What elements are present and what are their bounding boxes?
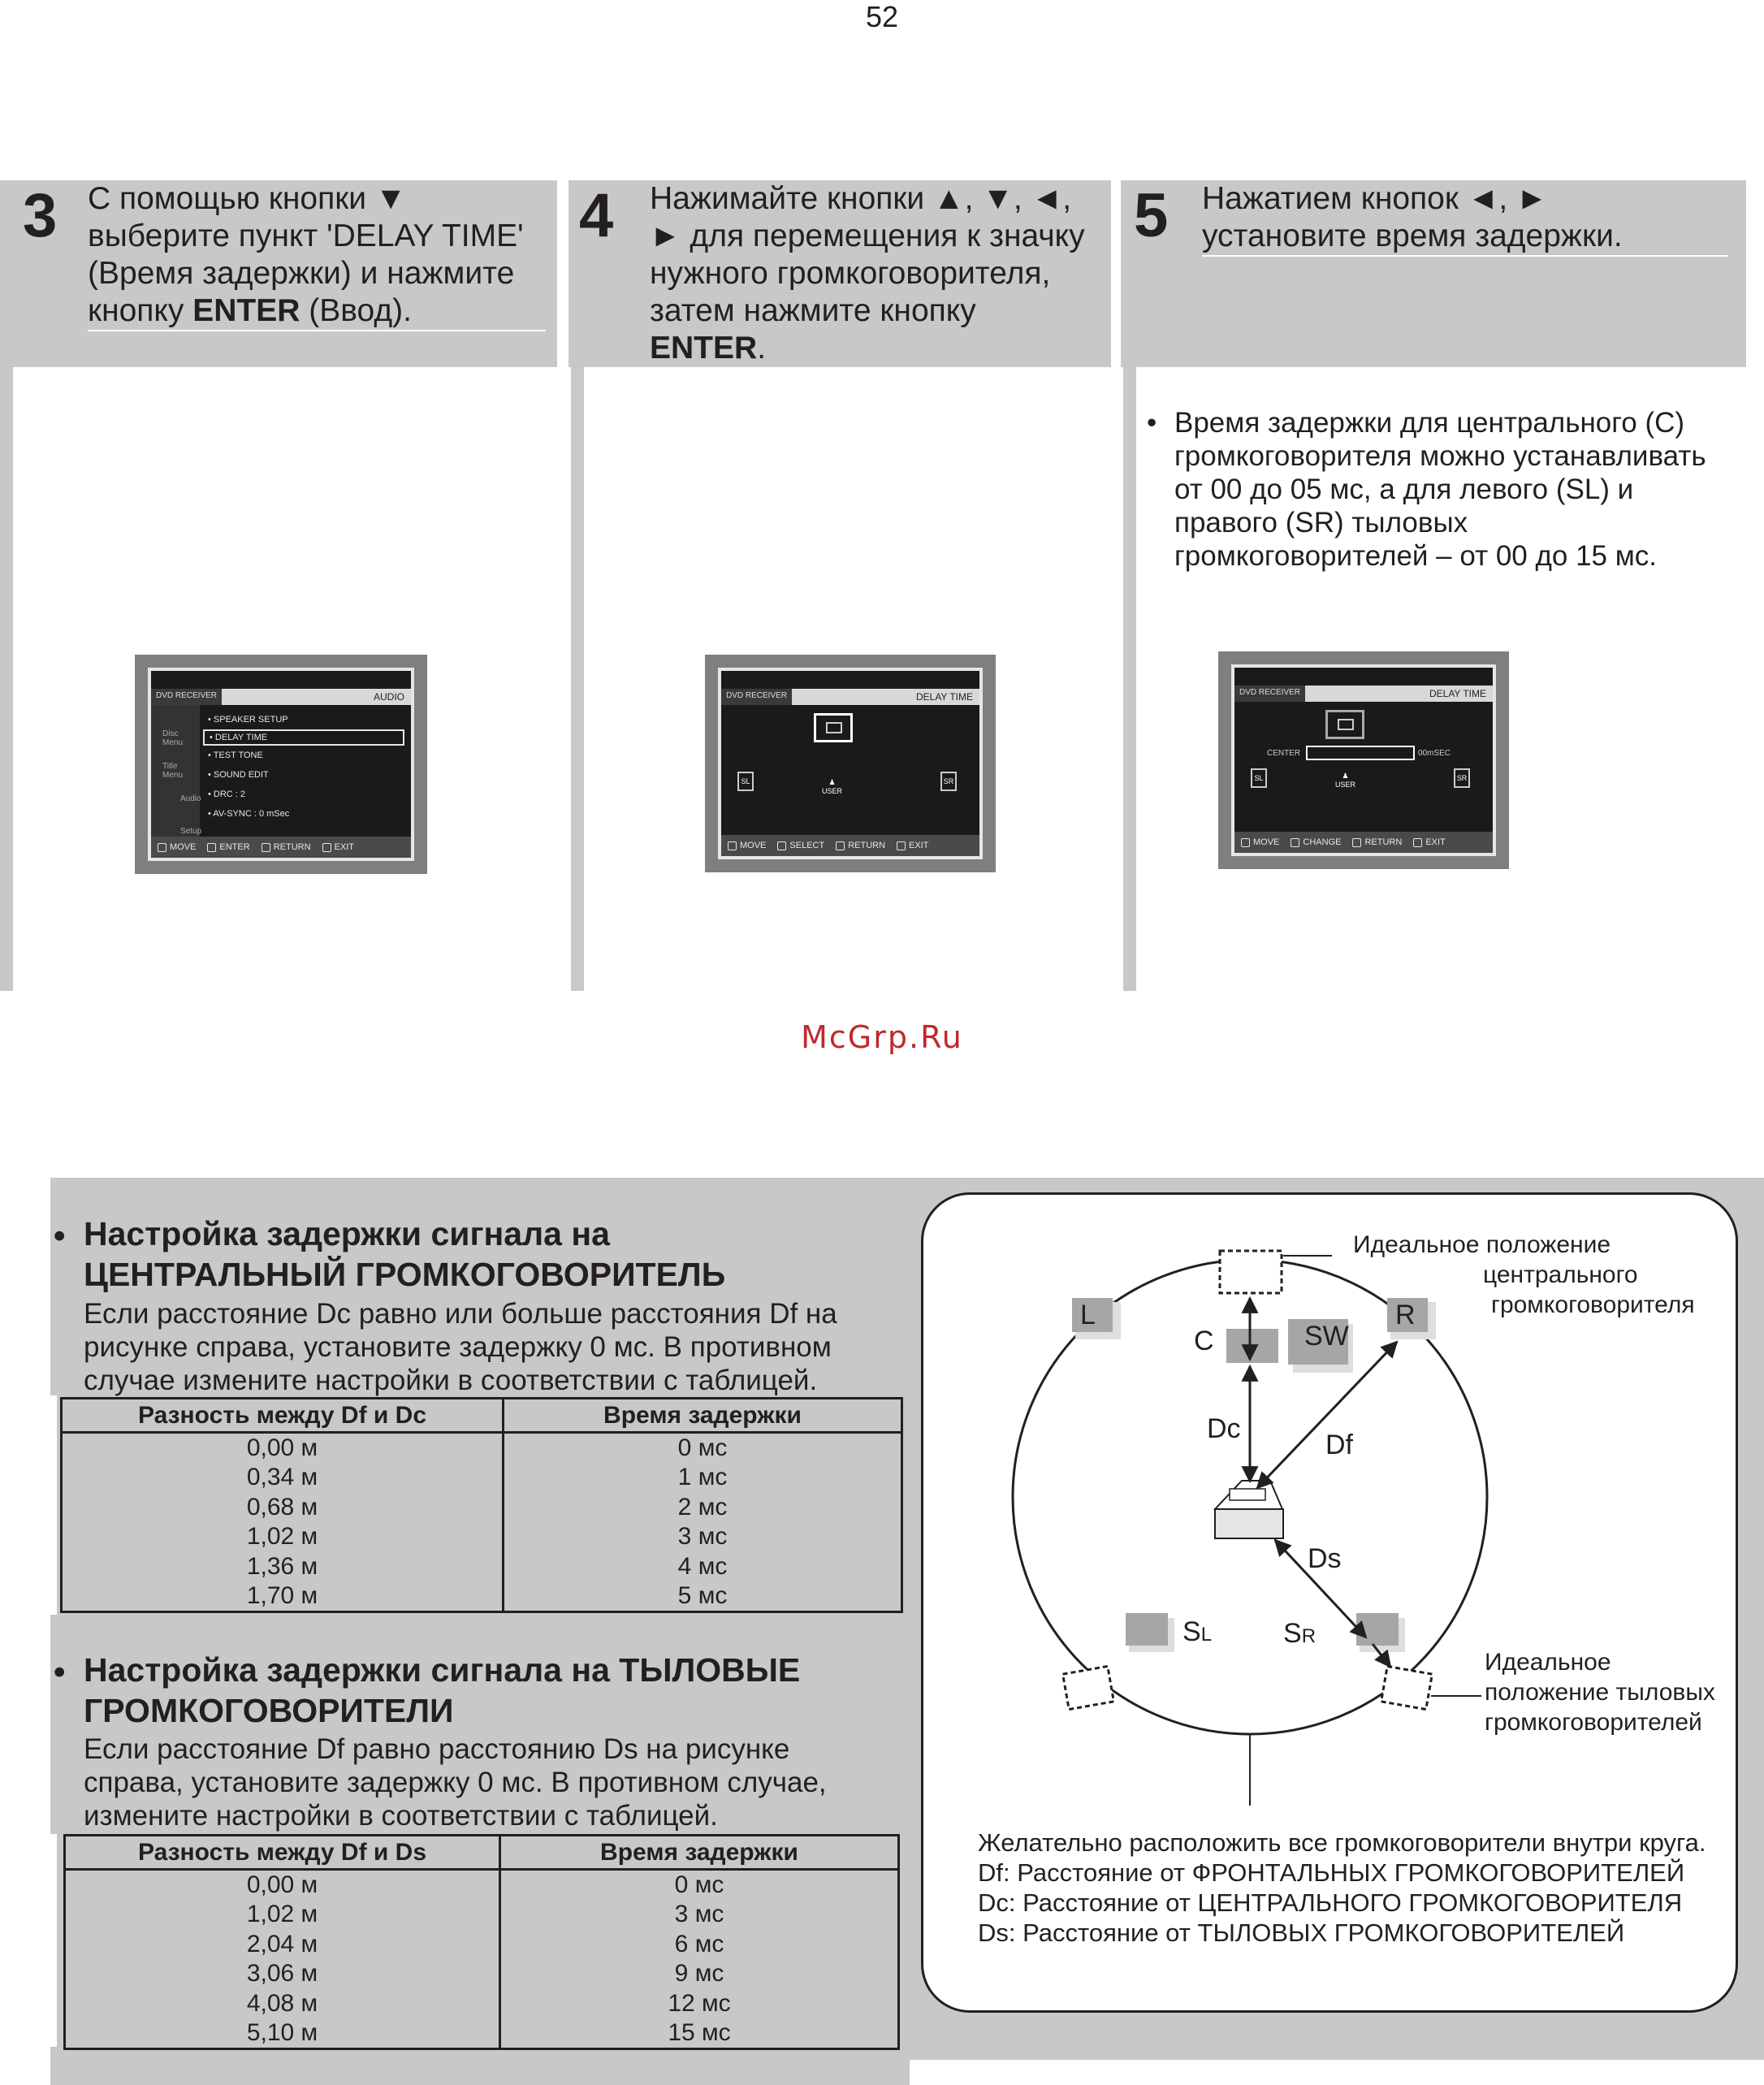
tv-screen-delay-adjust: DVD RECEIVER DELAY TIME CENTER 00mSEC SL SR ♟ USER MOVE CHANGE RETURN EXIT xyxy=(1218,651,1509,869)
sl-speaker-icon: SL xyxy=(1251,768,1267,788)
table-row: 1,36 м 4 мс xyxy=(62,1552,902,1582)
table-row: 2,04 м 6 мс xyxy=(65,1930,899,1960)
step-4-strip xyxy=(571,367,584,991)
label-SR: SR xyxy=(1283,1618,1317,1649)
center-delay-value: 00mSEC xyxy=(1418,749,1451,758)
user-icon: ♟ USER xyxy=(822,778,843,795)
center-speaker-icon xyxy=(1325,710,1364,739)
step-3-text: С помощью кнопки ▼ выберите пункт 'DELAY TIME' (Время задержки) и нажмите кнопку ENTER (Ввод). xyxy=(88,181,524,328)
center-speaker-icon xyxy=(1226,1329,1278,1363)
panel-gap xyxy=(50,1395,57,1615)
diagram-notes: Желательно расположить все громкоговорители внутри круга. Df: Расстояние от ФРОНТАЛЬНЫХ ГРОМКОГОВОРИТЕЛЕЙ Dc: Расстояние от ЦЕНТРАЛЬНОГО ГРОМКОГОВОРИТЕЛЯ Ds: Расстояние от ТЫЛОВЫХ ГРОМКОГОВОРИТЕЛЕЙ xyxy=(978,1828,1706,1947)
center-speaker-icon xyxy=(814,713,853,742)
table-row: 1,02 м 3 мс xyxy=(62,1522,902,1552)
rear-delay-table xyxy=(63,1834,900,2050)
panel-gap-2 xyxy=(50,1834,57,2047)
ideal-sl-speaker xyxy=(1063,1666,1114,1709)
watermark: McGrp.Ru xyxy=(801,1019,963,1055)
sr-speaker-icon: SR xyxy=(940,772,957,791)
table-row: 0,34 м 1 мс xyxy=(62,1463,902,1493)
ideal-sr-speaker xyxy=(1381,1666,1433,1709)
sl-speaker-icon xyxy=(1126,1613,1168,1646)
page-number: 52 xyxy=(865,0,899,33)
center-section-body: Если расстояние Dc равно или больше расстояния Df на рисунке справа, установите задержку 0 мс. В противном случае измените настройки в соответствии с таблицей. xyxy=(84,1298,837,1396)
center-delay-slider[interactable] xyxy=(1306,746,1415,760)
tv-screen-audio-menu: DVD RECEIVER AUDIO Disc Menu Title Menu Audio Setup • SPEAKER SETUP • DELAY TIME • TEST TONE • SOUND EDIT • DRC : 2 • AV-SYNC : 0 mSec MOVE ENTER RETURN EXIT xyxy=(135,655,427,874)
rear-section-title: Настройка задержки сигнала на ТЫЛОВЫЕ ГРОМКОГОВОРИТЕЛИ xyxy=(84,1651,801,1729)
table-row: 0,00 м 0 мс xyxy=(65,1870,899,1901)
label-Ds: Ds xyxy=(1308,1543,1342,1574)
center-label: CENTER xyxy=(1267,749,1301,758)
table-row: 5,10 м 15 мс xyxy=(65,2018,899,2049)
label-SL: SL xyxy=(1182,1616,1213,1647)
sr-speaker-icon: SR xyxy=(1454,768,1470,788)
label-Dc: Dc xyxy=(1207,1413,1241,1444)
tv-audio-menu: • SPEAKER SETUP • DELAY TIME • TEST TONE • SOUND EDIT • DRC : 2 • AV-SYNC : 0 mSec xyxy=(203,710,404,824)
table-header: Время задержки xyxy=(500,1836,899,1870)
tv-screen-delay-select: DVD RECEIVER DELAY TIME SL SR ♟ USER MOVE SELECT RETURN EXIT xyxy=(705,655,996,872)
step-3-underline xyxy=(88,330,546,331)
step-4-number: 4 xyxy=(579,181,614,250)
step-4-text: Нажимайте кнопки ▲, ▼, ◄, ► для перемещения к значку нужного громкоговорителя, затем нажмите кнопку ENTER. xyxy=(650,181,1085,366)
step-5-strip xyxy=(1123,367,1136,991)
ideal-center-caption: Идеальное положение центрального громкоговорителя xyxy=(1353,1231,1695,1318)
step-5-number: 5 xyxy=(1134,181,1169,250)
table-row: 0,68 м 2 мс xyxy=(62,1493,902,1523)
table-row: 0,00 м 0 мс xyxy=(62,1433,902,1464)
label-C: C xyxy=(1194,1326,1214,1356)
step-5-text: Нажатием кнопок ◄, ► установите время задержки. xyxy=(1202,181,1623,253)
center-section-title: Настройка задержки сигнала на ЦЕНТРАЛЬНЫЙ ГРОМКОГОВОРИТЕЛЬ xyxy=(84,1215,726,1293)
label-L: L xyxy=(1080,1300,1096,1330)
step-5-underline xyxy=(1202,255,1728,257)
table-header: Разность между Df и Dc xyxy=(62,1399,504,1433)
label-SW: SW xyxy=(1304,1321,1349,1352)
sl-speaker-icon: SL xyxy=(737,772,754,791)
center-section-bullet: • xyxy=(54,1217,66,1254)
label-R: R xyxy=(1395,1300,1416,1330)
ideal-center-speaker xyxy=(1220,1251,1282,1293)
step-3-number: 3 xyxy=(23,181,58,250)
table-row: 1,02 м 3 мс xyxy=(65,1900,899,1930)
rear-section-body: Если расстояние Df равно расстоянию Ds на рисунке справа, установите задержку 0 мс. В противном случае, измените настройки в соответствии с таблицей. xyxy=(84,1733,827,1832)
table-row: 4,08 м 12 мс xyxy=(65,1989,899,2019)
center-delay-table xyxy=(60,1397,903,1613)
ideal-rear-caption: Идеальное положение тыловых громкоговорителей xyxy=(1485,1649,1715,1736)
rear-section-bullet: • xyxy=(54,1653,66,1690)
table-header: Время задержки xyxy=(504,1399,902,1433)
tv-side-menu: Disc Menu Title Menu Audio Setup xyxy=(151,705,200,837)
panel-gap-3 xyxy=(910,2060,1764,2085)
table-row: 3,06 м 9 мс xyxy=(65,1959,899,1989)
listener-receiver-icon xyxy=(1215,1509,1283,1538)
user-icon: ♟ USER xyxy=(1335,772,1356,789)
table-header: Разность между Df и Ds xyxy=(65,1836,500,1870)
table-row: 1,70 м 5 мс xyxy=(62,1581,902,1612)
step-3-strip xyxy=(0,367,13,991)
sr-speaker-icon xyxy=(1356,1613,1399,1646)
label-Df: Df xyxy=(1325,1430,1353,1460)
